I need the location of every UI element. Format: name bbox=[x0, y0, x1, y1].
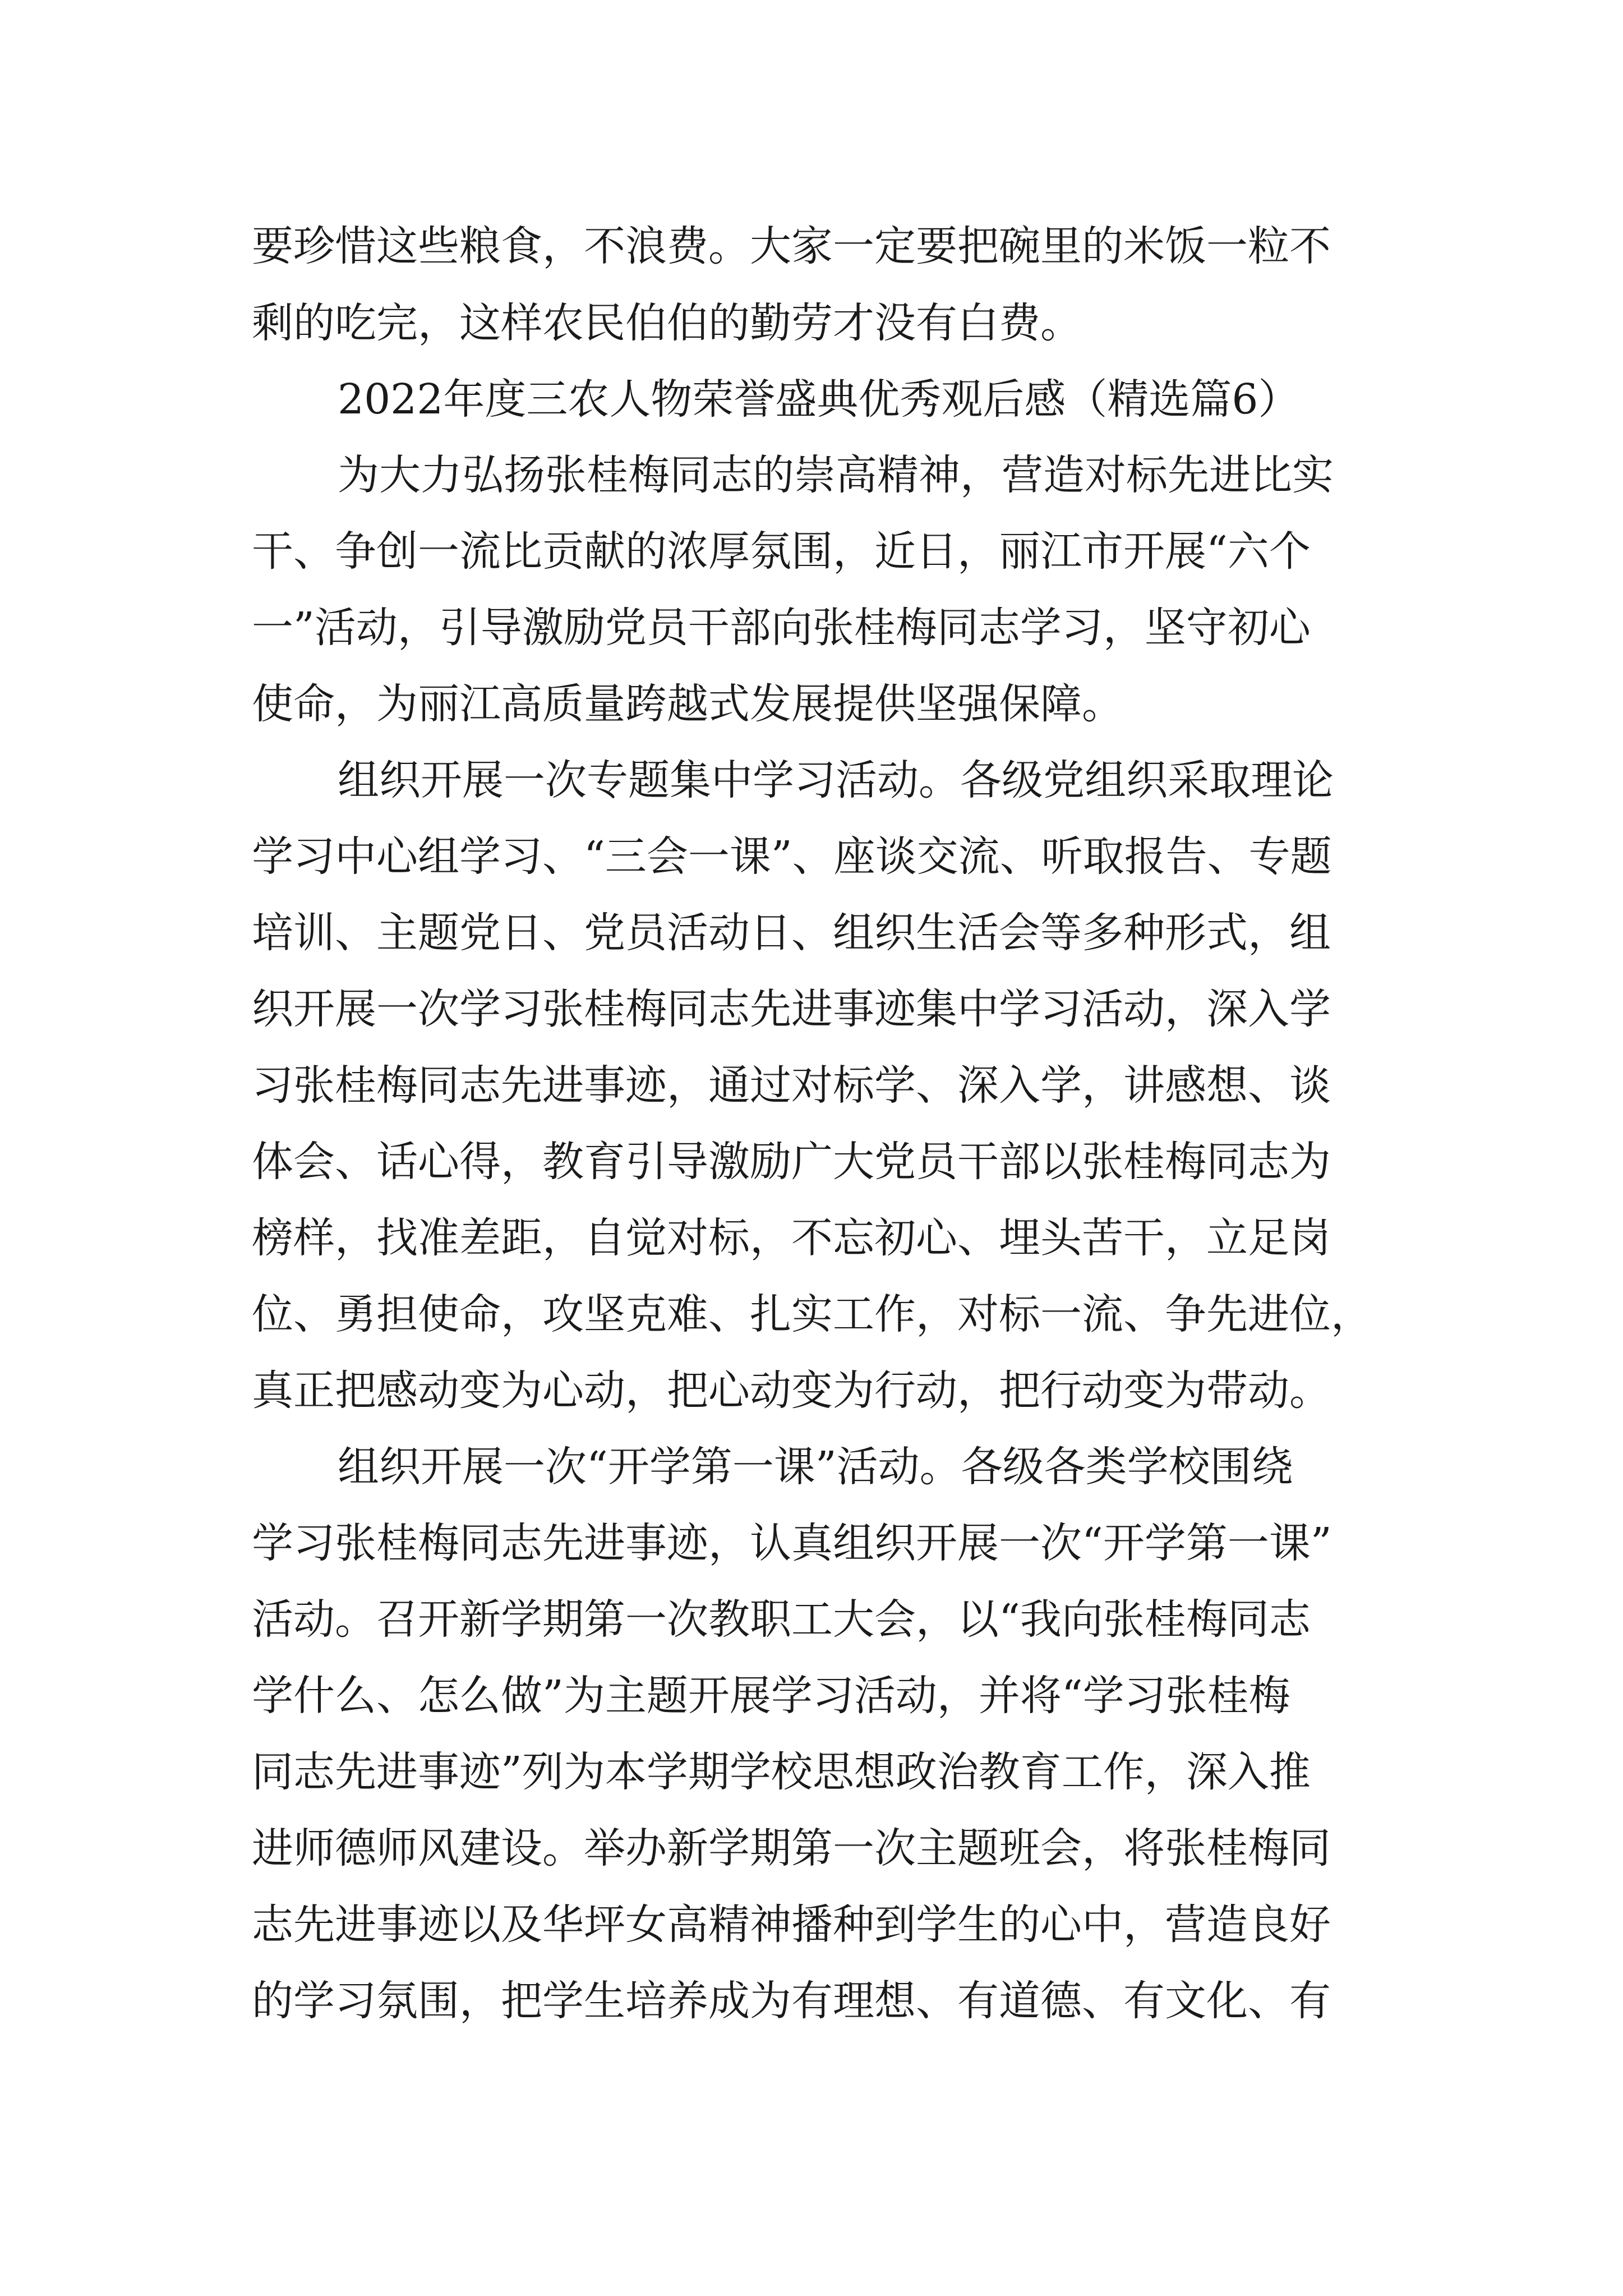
text-line: 织开展一次学习张桂梅同志先进事迹集中学习活动，深入学 bbox=[252, 985, 1331, 1033]
text-line: 活动。召开新学期第一次教职工大会，以“我向张桂梅同志 bbox=[252, 1595, 1311, 1644]
text-line: 志先进事迹以及华坪女高精神播种到学生的心中，营造良好 bbox=[252, 1901, 1331, 1949]
text-line: 习张桂梅同志先进事迹，通过对标学、深入学，讲感想、谈 bbox=[252, 1061, 1331, 1110]
text-line: 为大力弘扬张桂梅同志的崇高精神，营造对标先进比实 bbox=[338, 451, 1334, 499]
text-line: 进师德师风建设。举办新学期第一次主题班会，将张桂梅同 bbox=[252, 1824, 1331, 1872]
text-line: 培训、主题党日、党员活动日、组织生活会等多种形式，组 bbox=[252, 909, 1331, 957]
text-line: 真正把感动变为心动，把心动变为行动，把行动变为带动。 bbox=[252, 1366, 1331, 1415]
text-line: 榜样，找准差距，自觉对标，不忘初心、埋头苦干，立足岗 bbox=[252, 1214, 1331, 1262]
section-title: 2022年度三农人物荣誉盛典优秀观后感（精选篇6） bbox=[338, 375, 1300, 424]
text-line: 要珍惜这些粮食，不浪费。大家一定要把碗里的米饭一粒不 bbox=[252, 222, 1331, 270]
text-line: 学习张桂梅同志先进事迹，认真组织开展一次“开学第一课” bbox=[252, 1519, 1332, 1567]
text-line: 学习中心组学习、“三会一课”、座谈交流、听取报告、专题 bbox=[252, 832, 1332, 881]
text-line: 组织开展一次“开学第一课”活动。各级各类学校围绕 bbox=[338, 1443, 1293, 1491]
text-line: 干、争创一流比贡献的浓厚氛围，近日，丽江市开展“六个 bbox=[252, 527, 1311, 576]
text-line: 体会、话心得，教育引导激励广大党员干部以张桂梅同志为 bbox=[252, 1138, 1331, 1186]
text-line: 学什么、怎么做”为主题开展学习活动，并将“学习张桂梅 bbox=[252, 1672, 1290, 1720]
text-line: 同志先进事迹”列为本学期学校思想政治教育工作，深入推 bbox=[252, 1748, 1311, 1796]
text-line: 使命，为丽江高质量跨越式发展提供坚强保障。 bbox=[252, 680, 1123, 728]
text-line: 位、勇担使命，攻坚克难、扎实工作，对标一流、争先进位， bbox=[252, 1290, 1372, 1338]
text-line: 一”活动，引导激励党员干部向张桂梅同志学习，坚守初心 bbox=[252, 604, 1311, 652]
text-line: 组织开展一次专题集中学习活动。各级党组织采取理论 bbox=[338, 756, 1334, 804]
text-line: 的学习氛围，把学生培养成为有理想、有道德、有文化、有 bbox=[252, 1977, 1331, 2025]
text-line: 剩的吃完，这样农民伯伯的勤劳才没有白费。 bbox=[252, 299, 1082, 347]
